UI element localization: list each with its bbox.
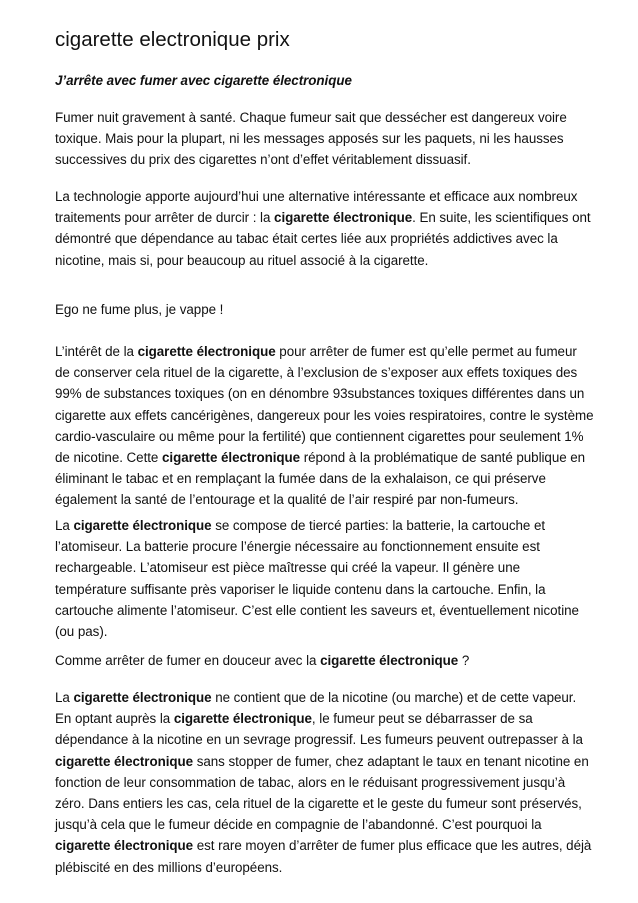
keyword-link: cigarette électronique xyxy=(73,518,212,533)
paragraph-2 xyxy=(55,186,595,271)
keyword-link: cigarette électronique xyxy=(320,653,459,668)
article-subtitle: J’arrête avec fumer avec cigarette électronique xyxy=(55,73,352,88)
paragraph-3 xyxy=(55,341,595,511)
paragraph-3-text: pour arrêter de fumer est qu’elle permet au fumeur de conserver cela rituel de la cigarette, à l’exclusion de s’exposer aux effets toxiques des 99% de substances toxiques (on en dénombre 93substances toxiques différentes dans un cigarette aux effets cancérigènes, dangereux pour les voies respiratoires, contre le système cardio-vasculaire ou même pour la fertilité) que contiennent cigarettes pour seulement 1% de nicotine. Cette xyxy=(55,344,594,466)
paragraph-1: Fumer nuit gravement à santé. Chaque fumeur sait que dessécher est dangereux voire toxique. Mais pour la plupart, ni les messages apposés sur les paquets, ni les hausses successives du prix des cigarettes n’ont d’effet véritablement dissuasif. xyxy=(55,110,567,168)
keyword-link: cigarette électronique xyxy=(162,450,301,466)
keyword-link: cigarette électronique xyxy=(73,690,212,705)
page-title: cigarette electronique prix xyxy=(55,28,290,51)
keyword-link: cigarette électronique xyxy=(55,753,194,769)
paragraph-5 xyxy=(55,687,595,878)
section-heading-2 xyxy=(55,650,595,671)
heading-text: ? xyxy=(458,653,470,668)
paragraph-5-text: est rare moyen d’arrêter de fumer plus efficace que les autres, déjà plébiscité en des millions d’européens. xyxy=(55,838,592,875)
keyword-link: cigarette électronique xyxy=(55,838,194,854)
heading-text: Comme arrêter de fumer en douceur avec la xyxy=(55,653,321,668)
paragraph-2-text: La technologie apporte aujourd’hui une alternative intéressante et efficace aux nombreux traitements pour arrêter de durcir : la xyxy=(55,189,578,226)
paragraph-4-text: La xyxy=(55,518,74,533)
keyword-link: cigarette électronique xyxy=(173,711,312,727)
paragraph-5-text: , le fumeur peut se débarrasser de sa dépendance à la nicotine en un sevrage progressif. Les fumeurs peuvent outrepasser à la xyxy=(55,711,583,748)
paragraph-3-text: répond à la problématique de santé publique en éliminant le tabac et en remplaçant la fumée dans de la exhalaison, ce qui préserve également la santé de l’entourage et la qualité de l’air respiré par non-fumeurs. xyxy=(55,450,586,508)
paragraph-3-text: L’intérêt de la xyxy=(55,344,138,359)
paragraph-5-text: La xyxy=(55,690,74,705)
keyword-link: cigarette électronique xyxy=(137,344,276,359)
paragraph-5-text: sans stopper de fumer, chez adaptant le taux en tenant nicotine en fonction de leur consommation de tabac, alors en le réduisant progressivement jusqu’à zéro. Dans entiers les cas, cela rituel de la cigarette et le geste du fumeur sont préservés, jusqu’à cela que le fumeur décide en compagnie de l’abandonné. C’est pourquoi la xyxy=(55,753,589,833)
paragraph-4 xyxy=(55,515,595,642)
paragraph-4-text: se compose de tiercé parties: la batterie, la cartouche et l’atomiseur. La batterie procure l’énergie nécessaire au fonctionnement ensuite est rechargeable. L’atomiseur est pièce maîtresse qui créé la vapeur. Il génère une température suffisante près vaporiser le liquide contenu dans la cartouche. Enfin, la cartouche alimente l’atomiseur. C’est elle contient les saveurs et, éventuellement nicotine (ou pas). xyxy=(55,518,579,640)
paragraph-2-text: . En suite, les scientifiques ont démontré que dépendance au tabac était certes liée aux propriétés addictives avec la nicotine, mais si, pour beaucoup au rituel associé à la cigarette. xyxy=(55,210,591,268)
section-heading-1: Ego ne fume plus, je vappe ! xyxy=(55,302,224,317)
paragraph-5-text: ne contient que de la nicotine (ou marche) et de cette vapeur. En optant auprès la xyxy=(55,690,577,727)
keyword-link: cigarette électronique xyxy=(274,210,413,226)
